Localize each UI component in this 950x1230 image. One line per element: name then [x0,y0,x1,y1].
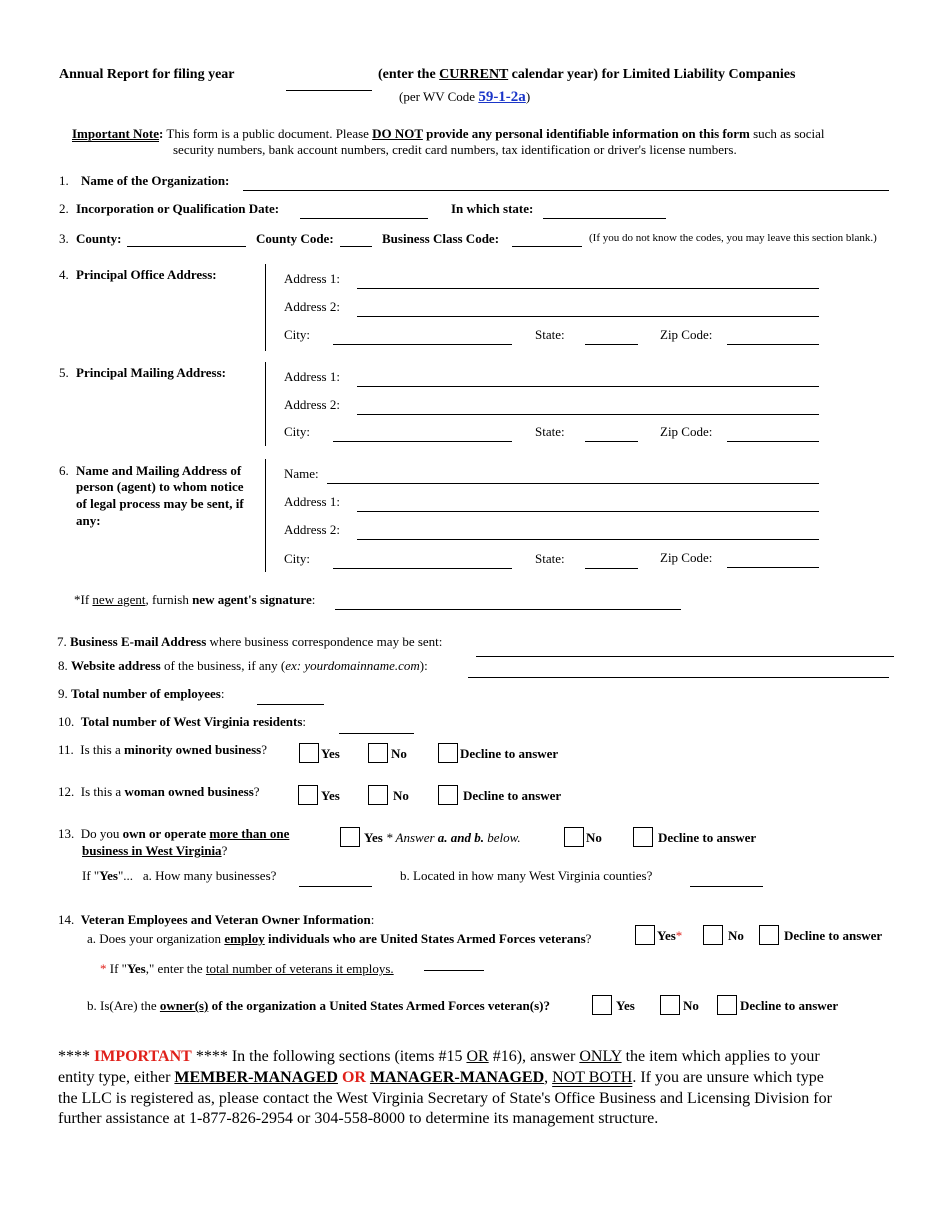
q14b-label: b. Is(Are) the owner(s) of the organization a United States Armed Forces veteran(s)? [87,998,550,1013]
veterans-count-field[interactable] [424,970,484,971]
q6-label-line3: of legal process may be sent, if [76,496,244,511]
form-title: Annual Report for filing year [59,67,235,82]
q14b-yes-label: Yes [616,998,635,1013]
q5-zip-label: Zip Code: [660,424,713,439]
mailing-address2-field[interactable] [357,414,819,415]
important-line2: entity type, either MEMBER-MANAGED OR MANAGER-MANAGED, NOT BOTH. If you are unsure which type [58,1069,824,1086]
q13-counties-count-field[interactable] [690,886,763,887]
q13-no-label: No [586,830,602,845]
q14-title: 14. Veteran Employees and Veteran Owner Information: [58,912,375,927]
q11-no-label: No [391,746,407,761]
q6-name-label: Name: [284,466,319,481]
office-zip-field[interactable] [727,344,819,345]
agent-signature-label: *If new agent, furnish new agent's signature: [74,592,316,607]
q13-label: 13. Do you own or operate more than one [58,826,290,841]
agent-city-field[interactable] [333,568,512,569]
agent-address2-field[interactable] [357,539,819,540]
q4-zip-label: Zip Code: [660,327,713,342]
q1-number: 1. [59,173,69,188]
q3-county-code-label: County Code: [256,231,334,246]
important-note: Important Note: This form is a public document. Please DO NOT provide any personal identifiable information on this form such as social [72,126,825,141]
q12-yes-checkbox[interactable] [298,785,318,805]
q14b-no-label: No [683,998,699,1013]
business-email-field[interactable] [476,656,894,657]
q3-number: 3. [59,231,69,246]
q4-divider [265,264,266,351]
q4-address2-label: Address 2: [284,299,340,314]
filing-year-field[interactable] [286,90,372,91]
office-address1-field[interactable] [357,288,819,289]
q4-number: 4. [59,267,69,282]
wv-code-link[interactable]: 59-1-2a [478,89,526,105]
q6-label-line4: any: [76,513,101,528]
mailing-city-field[interactable] [333,441,512,442]
q4-label: Principal Office Address: [76,267,217,282]
q12-no-checkbox[interactable] [368,785,388,805]
q6-address2-label: Address 2: [284,522,340,537]
q14a-no-label: No [728,928,744,943]
agent-address1-field[interactable] [357,511,819,512]
q11-yes-label: Yes [321,746,340,761]
q14a-label: a. Does your organization employ individuals who are United States Armed Forces veterans? [87,931,592,946]
agent-signature-field[interactable] [335,609,681,610]
total-employees-field[interactable] [257,704,324,705]
important-note-line2: security numbers, bank account numbers, credit card numbers, tax identification or driver's license numbers. [173,142,737,157]
q14a-yes-checkbox[interactable] [635,925,655,945]
q6-label-line2: person (agent) to whom notice [76,479,244,494]
q11-label: 11. Is this a minority owned business? [58,742,268,757]
office-city-field[interactable] [333,344,512,345]
q8-label: 8. Website address of the business, if any (ex: yourdomainname.com): [58,658,428,673]
q13-no-checkbox[interactable] [564,827,584,847]
q14a-no-checkbox[interactable] [703,925,723,945]
agent-zip-field[interactable] [727,567,819,568]
organization-name-field[interactable] [243,190,889,191]
q6-label-line1: Name and Mailing Address of [76,463,242,478]
q2-label: Incorporation or Qualification Date: [76,201,280,216]
q4-address1-label: Address 1: [284,271,340,286]
county-code-field[interactable] [340,246,372,247]
q5-number: 5. [59,365,69,380]
q11-decline-label: Decline to answer [460,746,559,761]
q12-no-label: No [393,788,409,803]
q4-city-label: City: [284,327,311,342]
q6-address1-label: Address 1: [284,494,340,509]
q11-yes-checkbox[interactable] [299,743,319,763]
incorporation-state-field[interactable] [543,218,666,219]
q6-state-label: State: [535,551,565,566]
important-line4: further assistance at 1-877-826-2954 or 304-558-8000 to determine its management structure. [58,1110,659,1127]
q2-state-label: In which state: [451,201,534,216]
q14b-no-checkbox[interactable] [660,995,680,1015]
important-line3: the LLC is registered as, please contact the West Virginia Secretary of State's Office Business and Licensing Division for [58,1090,832,1107]
q14b-yes-checkbox[interactable] [592,995,612,1015]
q12-decline-checkbox[interactable] [438,785,458,805]
q12-yes-label: Yes [321,788,340,803]
q13-businesses-count-field[interactable] [299,886,372,887]
q13-label-line2: business in West Virginia? [82,843,228,858]
office-address2-field[interactable] [357,316,819,317]
q1-label: Name of the Organization: [81,173,230,188]
mailing-zip-field[interactable] [727,441,819,442]
q5-label: Principal Mailing Address: [76,365,226,380]
agent-name-field[interactable] [327,483,819,484]
q13-b-label: b. Located in how many West Virginia counties? [400,868,653,883]
website-field[interactable] [468,677,889,678]
q3-business-class-label: Business Class Code: [382,231,500,246]
incorporation-date-field[interactable] [300,218,428,219]
q5-city-label: City: [284,424,311,439]
office-state-field[interactable] [585,344,638,345]
agent-state-field[interactable] [585,568,638,569]
mailing-state-field[interactable] [585,441,638,442]
wv-residents-field[interactable] [339,733,414,734]
q6-number: 6. [59,463,69,478]
q14b-decline-checkbox[interactable] [717,995,737,1015]
q11-no-checkbox[interactable] [368,743,388,763]
mailing-address1-field[interactable] [357,386,819,387]
q5-address2-label: Address 2: [284,397,340,412]
q5-state-label: State: [535,424,565,439]
q10-label: 10. Total number of West Virginia residents: [58,714,307,729]
q5-divider [265,362,266,446]
q7-label: 7. Business E-mail Address where business correspondence may be sent: [57,634,443,649]
q4-state-label: State: [535,327,565,342]
q14b-decline-label: Decline to answer [740,998,839,1013]
business-class-code-field[interactable] [512,246,582,247]
q6-city-label: City: [284,551,311,566]
q13-yes-label: Yes * Answer a. and b. below. [364,830,521,845]
q11-decline-checkbox[interactable] [438,743,458,763]
county-field[interactable] [127,246,246,247]
q9-label: 9. Total number of employees: [58,686,225,701]
q3-hint: (If you do not know the codes, you may leave this section blank.) [589,232,877,244]
q14a-yes-label: Yes* [657,928,683,943]
form-title-rest: (enter the CURRENT calendar year) for Limited Liability Companies [378,67,796,82]
wv-code-reference: (per WV Code 59-1-2a) [399,89,531,105]
q3-county-label: County: [76,231,122,246]
q13-decline-label: Decline to answer [658,830,757,845]
q2-number: 2. [59,201,69,216]
q13-yes-checkbox[interactable] [340,827,360,847]
q14a-decline-checkbox[interactable] [759,925,779,945]
q6-zip-label: Zip Code: [660,550,713,565]
q14-veterans-count-label: * If "Yes," enter the total number of veterans it employs. [100,961,394,976]
q12-label: 12. Is this a woman owned business? [58,784,260,799]
q13-decline-checkbox[interactable] [633,827,653,847]
important-line1: **** IMPORTANT **** In the following sections (items #15 OR #16), answer ONLY the item which applies to your [58,1048,820,1065]
q5-address1-label: Address 1: [284,369,340,384]
q13-if-yes-label: If "Yes"... a. How many businesses? [82,868,277,883]
q12-decline-label: Decline to answer [463,788,562,803]
q6-divider [265,459,266,572]
q14a-decline-label: Decline to answer [784,928,883,943]
